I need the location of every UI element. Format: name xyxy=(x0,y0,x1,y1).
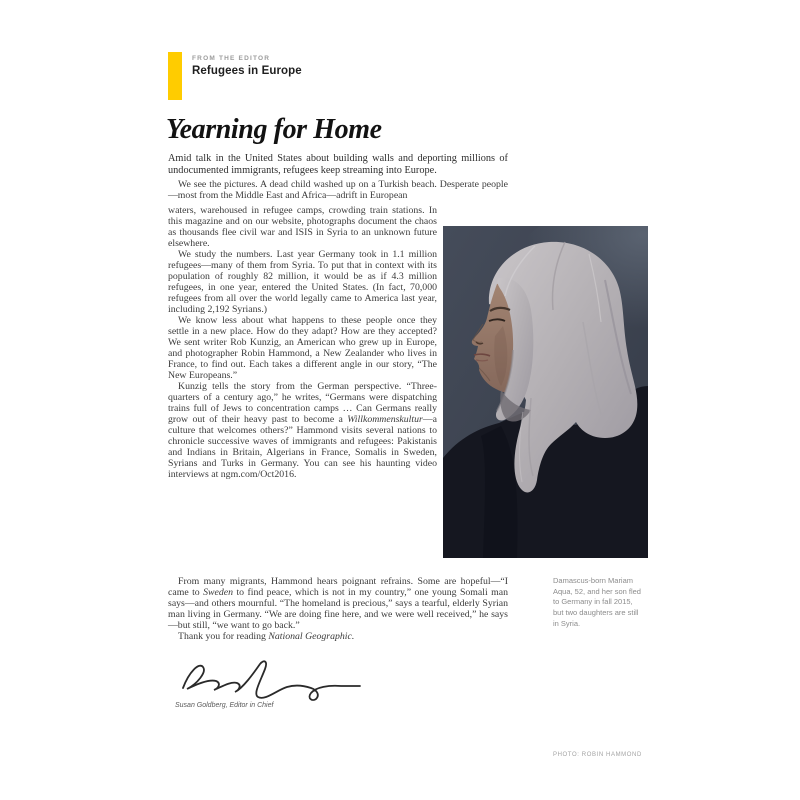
signature-image xyxy=(173,654,368,702)
yellow-marker-icon xyxy=(168,52,182,100)
italic-term: National Geographic. xyxy=(268,631,355,642)
body-paragraph xyxy=(168,576,508,631)
body-paragraph: We study the numbers. Last year Germany took in 1.1 million refugees—many of them from Syria. To put that in context with its population of roughly 82 million, it would be as if 4.3 million refugees, in one year, entered the United States. (In fact, 70,000 refugees from all over the world legally came to America last year, including 2,192 Syrians.) xyxy=(168,249,437,315)
dek-paragraph: Amid talk in the United States about building walls and deporting millions of undocumented immigrants, refugees keep streaming into Europe. xyxy=(168,153,508,176)
kicker-topic: Refugees in Europe xyxy=(192,65,302,77)
kicker xyxy=(192,55,302,77)
body-footer-column xyxy=(168,576,508,642)
paragraph-text: Kunzig tells the story from the German perspective. “Three-quarters of a century ago,” he writes, “Germans were dispatching trains full of Jews to concentration camps … Can Germans really grow out of their heavy past to become a xyxy=(168,381,437,425)
photo-credit: PHOTO: ROBIN HAMMOND xyxy=(553,752,642,758)
portrait-photo xyxy=(443,226,648,558)
kicker-label: FROM THE EDITOR xyxy=(192,55,271,62)
italic-term: Sweden xyxy=(203,587,234,598)
paragraph-text: From many migrants, Hammond hears poignant refrains. Some are hopeful—“I came to xyxy=(168,576,508,598)
signature-path xyxy=(183,661,360,700)
page-title: Yearning for Home xyxy=(166,114,382,145)
paragraph-text: —a culture that welcomes others?” Hammond visits several nations to chronicle successive waves of immigrants and refugees: Pakistanis and Indians in Britain, Algerians in France, Somalis in Sweden, Syrians and Turks in Germany. You can see his haunting video interviews at ngm.com/Oct2016. xyxy=(168,414,437,480)
signature-scrawl xyxy=(173,654,368,702)
paragraph-text: Thank you for reading xyxy=(178,631,269,642)
photo-caption: Damascus-born Mariam Aqua, 52, and her son fled to Germany in fall 2015, but two daughters are still in Syria. xyxy=(553,576,641,628)
body-paragraph: We see the pictures. A dead child washed up on a Turkish beach. Desperate people—most from the Middle East and Africa—adrift in European xyxy=(168,179,508,201)
italic-term: Willkommenskultur xyxy=(347,414,423,425)
body-paragraph: We know less about what happens to these people once they settle in a new place. How do they adapt? How are they accepted? We sent writer Rob Kunzig, an American who grew up in Europe, and photographer Robin Hammond, a New Zealander who lives in France, to find out. Each takes a different angle in our story, “The New Europeans.” xyxy=(168,315,437,381)
magazine-page xyxy=(149,16,653,768)
body-intro xyxy=(168,179,508,201)
body-paragraph xyxy=(168,631,508,642)
signature-byline: Susan Goldberg, Editor in Chief xyxy=(175,702,274,709)
paragraph-text: to find peace, which is not in my country,” one young Somali man says—and others mournful. “The homeland is precious,” says a tearful, elderly Syrian man living in Germany. “We are doing fine here, and we were well received,” he says—but still, “we want to go back.” xyxy=(168,587,509,631)
body-paragraph: waters, warehoused in refugee camps, crowding train stations. In this magazine and on our website, photographs document the chaos as thousands flee civil war and ISIS in Syria to an unknown future elsewhere. xyxy=(168,205,437,249)
portrait-photo-illustration xyxy=(443,226,648,558)
